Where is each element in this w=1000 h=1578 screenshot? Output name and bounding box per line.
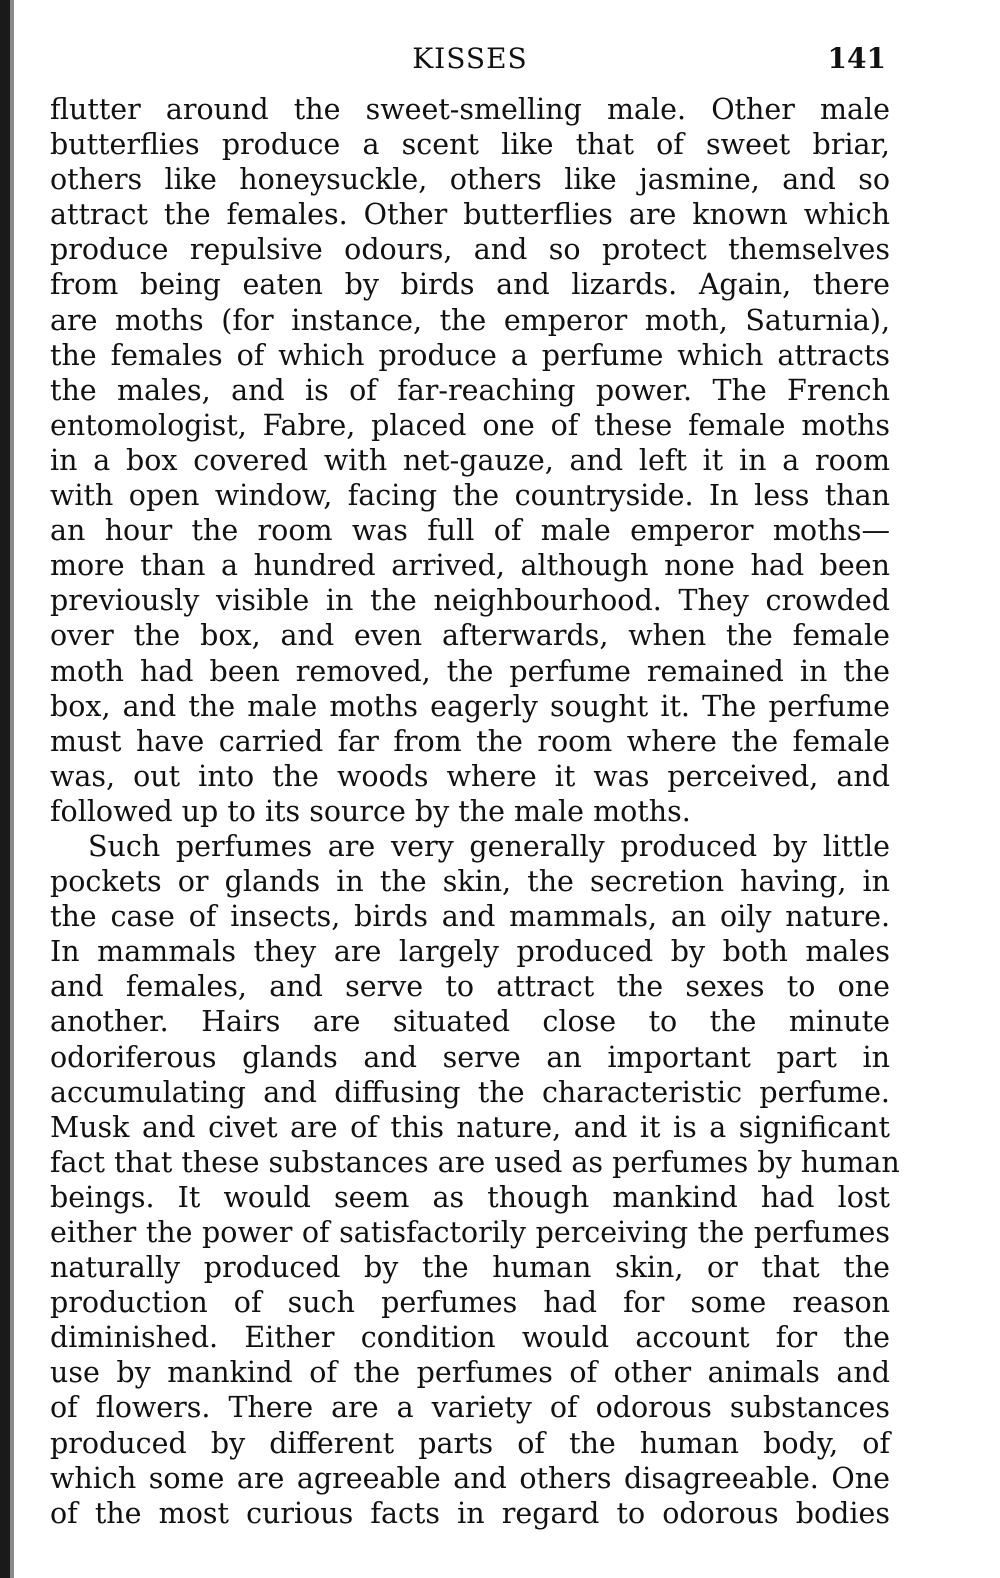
text-line: diminished. Either condition would account for the: [50, 1321, 890, 1355]
text-line: naturally produced by the human skin, or that the: [50, 1251, 890, 1285]
text-line: an hour the room was full of male emperor moths—: [50, 514, 890, 548]
text-line: over the box, and even afterwards, when the female: [50, 619, 890, 653]
text-line: must have carried far from the room where the female: [50, 724, 890, 758]
paragraph-2: [50, 829, 900, 1531]
text-line: box, and the male moths eagerly sought it. The perfume: [50, 689, 890, 723]
text-line: the case of insects, birds and mammals, an oily nature.: [50, 900, 890, 934]
text-line: previously visible in the neighbourhood. They crowded: [50, 584, 890, 618]
text-line: pockets or glands in the skin, the secretion having, in: [50, 865, 890, 899]
body-text: [50, 92, 900, 1531]
text-line: flutter around the sweet-smelling male. Other male: [50, 93, 890, 126]
text-line: beings. It would seem as though mankind had lost: [50, 1180, 890, 1214]
text-line: odoriferous glands and serve an important part in: [50, 1040, 890, 1074]
text-line: which some are agreeable and others disagreeable. One: [50, 1461, 890, 1495]
text-line: of flowers. There are a variety of odorous substances: [50, 1391, 890, 1425]
text-line: accumulating and diffusing the characteristic perfume.: [50, 1075, 890, 1109]
text-line: moth had been removed, the perfume remained in the: [50, 654, 890, 688]
text-line: from being eaten by birds and lizards. Again, there: [50, 268, 890, 302]
scan-page-edge: [0, 0, 10, 1578]
text-line: use by mankind of the perfumes of other animals and: [50, 1356, 890, 1390]
text-line: with open window, facing the countryside. In less than: [50, 479, 890, 513]
running-head: KISSES: [412, 42, 528, 75]
text-line: produced by different parts of the human body, of: [50, 1426, 890, 1460]
text-line: followed up to its source by the male moths.: [50, 794, 691, 828]
text-line: produce repulsive odours, and so protect themselves: [50, 233, 890, 267]
text-line: and females, and serve to attract the sexes to one: [50, 970, 890, 1004]
book-page: [50, 36, 900, 1531]
text-line: attract the females. Other butterflies are known which: [50, 198, 890, 232]
text-line: was, out into the woods where it was perceived, and: [50, 759, 890, 793]
text-line: butterflies produce a scent like that of sweet briar,: [50, 128, 890, 162]
text-line: of the most curious facts in regard to odorous bodies: [50, 1496, 890, 1530]
text-line: others like honeysuckle, others like jasmine, and so: [50, 163, 890, 197]
text-line: the males, and is of far-reaching power. The French: [50, 373, 890, 407]
page-number: 141: [827, 42, 886, 75]
text-line: another. Hairs are situated close to the minute: [50, 1005, 890, 1039]
paragraph-1: [50, 92, 890, 829]
text-line: Musk and civet are of this nature, and it is a significant: [50, 1110, 890, 1144]
text-line: production of such perfumes had for some reason: [50, 1286, 890, 1320]
text-line: in a box covered with net-gauze, and left it in a room: [50, 443, 890, 477]
text-line: fact that these substances are used as perfumes by human: [50, 1145, 900, 1179]
text-line: the females of which produce a perfume which attracts: [50, 338, 890, 372]
text-line: Such perfumes are very generally produced by little: [88, 829, 890, 863]
scan-page-edge-shadow: [10, 0, 14, 1578]
text-line: In mammals they are largely produced by both males: [50, 935, 890, 969]
text-line: either the power of satisfactorily perceiving the perfumes: [50, 1216, 890, 1249]
page-header: [50, 36, 890, 86]
text-line: entomologist, Fabre, placed one of these female moths: [50, 408, 890, 442]
text-line: are moths (for instance, the emperor moth, Saturnia),: [50, 303, 890, 337]
text-line: more than a hundred arrived, although none had been: [50, 549, 890, 583]
